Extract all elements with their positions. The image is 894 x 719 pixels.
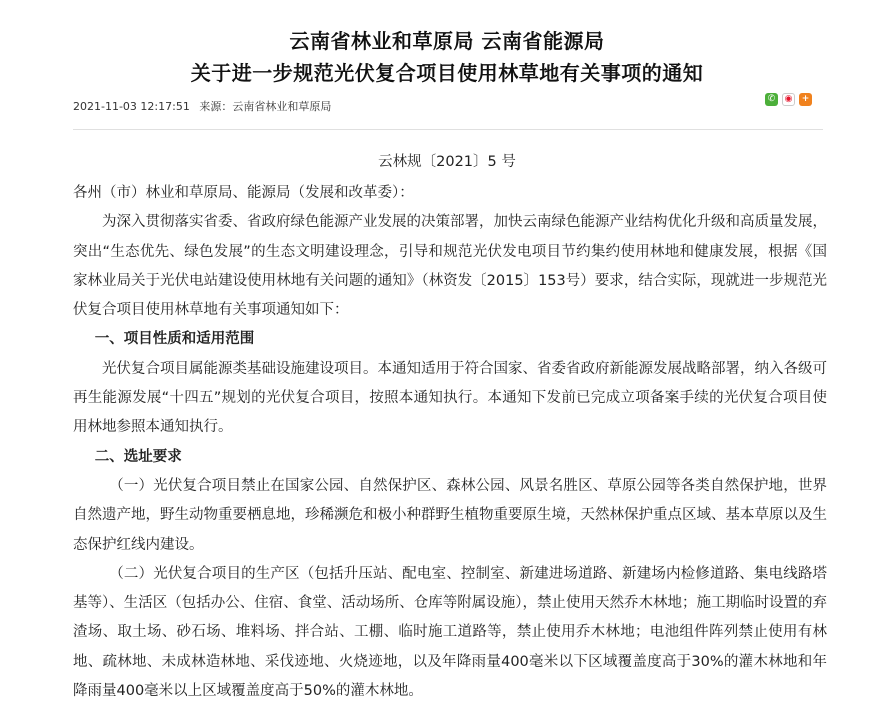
article-meta [73,98,337,114]
section-heading-2: 二、选址要求 [94,448,182,465]
page-title-line-1: 云南省林业和草原局 云南省能源局 [289,29,605,53]
weibo-icon[interactable]: ◉ [782,93,795,106]
document-number: 云林规〔2021〕5 号 [378,154,516,170]
more-share-icon[interactable]: + [799,93,812,106]
divider [73,129,823,130]
salutation: 各州（市）林业和草原局、能源局（发展和改革委）： [73,185,414,201]
document-body [73,179,827,706]
paragraph-intro: 为深入贯彻落实省委、省政府绿色能源产业发展的决策部署，加快云南绿色能源产业结构优化升级和高质量发展，突出“生态优先、绿色发展”的生态文明建设理念，引导和规范光伏发电项目节约集约使用林地和健康发展，根据《国家林业局关于光伏电站建设使用林地有关问题的通知》（林资发〔2015〕153号）要求，结合实际，现就进一步规范光伏复合项目使用林草地有关事项通知如下： [73,214,827,319]
share-bar [765,93,812,106]
paragraph-siting-1: （一）光伏复合项目禁止在国家公园、自然保护区、森林公园、风景名胜区、草原公园等各类自然保护地，世界自然遗产地，野生动物重要栖息地，珍稀濒危和极小种群野生植物重要原生境，天然林保护重点区域、基本草原以及生态保护红线内建设。 [73,477,827,553]
publish-datetime: 2021-11-03 12:17:51 [73,100,190,113]
article-source: 来源：云南省林业和草原局 [199,100,332,113]
wechat-icon[interactable]: ✆ [765,93,778,106]
paragraph-scope: 光伏复合项目属能源类基础设施建设项目。本通知适用于符合国家、省委省政府新能源发展战略部署，纳入各级可再生能源发展“十四五”规划的光伏复合项目，按照本通知执行。本通知下发前已完成立项备案手续的光伏复合项目使用林地参照本通知执行。 [73,360,827,436]
paragraph-siting-2: （二）光伏复合项目的生产区（包括升压站、配电室、控制室、新建进场道路、新建场内检修道路、集电线路塔基等）、生活区（包括办公、住宿、食堂、活动场所、仓库等附属设施），禁止使用天然乔木林地；施工期临时设置的弃渣场、取土场、砂石场、堆料场、拌合站、工棚、临时施工道路等，禁止使用乔木林地；电池组件阵列禁止使用有林地、疏林地、未成林造林地、采伐迹地、火烧迹地，以及年降雨量400毫米以下区域覆盖度高于30%的灌木林地和年降雨量400毫米以上区域覆盖度高于50%的灌木林地。 [73,565,827,700]
page-title-line-2: 关于进一步规范光伏复合项目使用林草地有关事项的通知 [190,61,704,85]
section-heading-1: 一、项目性质和适用范围 [94,331,255,348]
